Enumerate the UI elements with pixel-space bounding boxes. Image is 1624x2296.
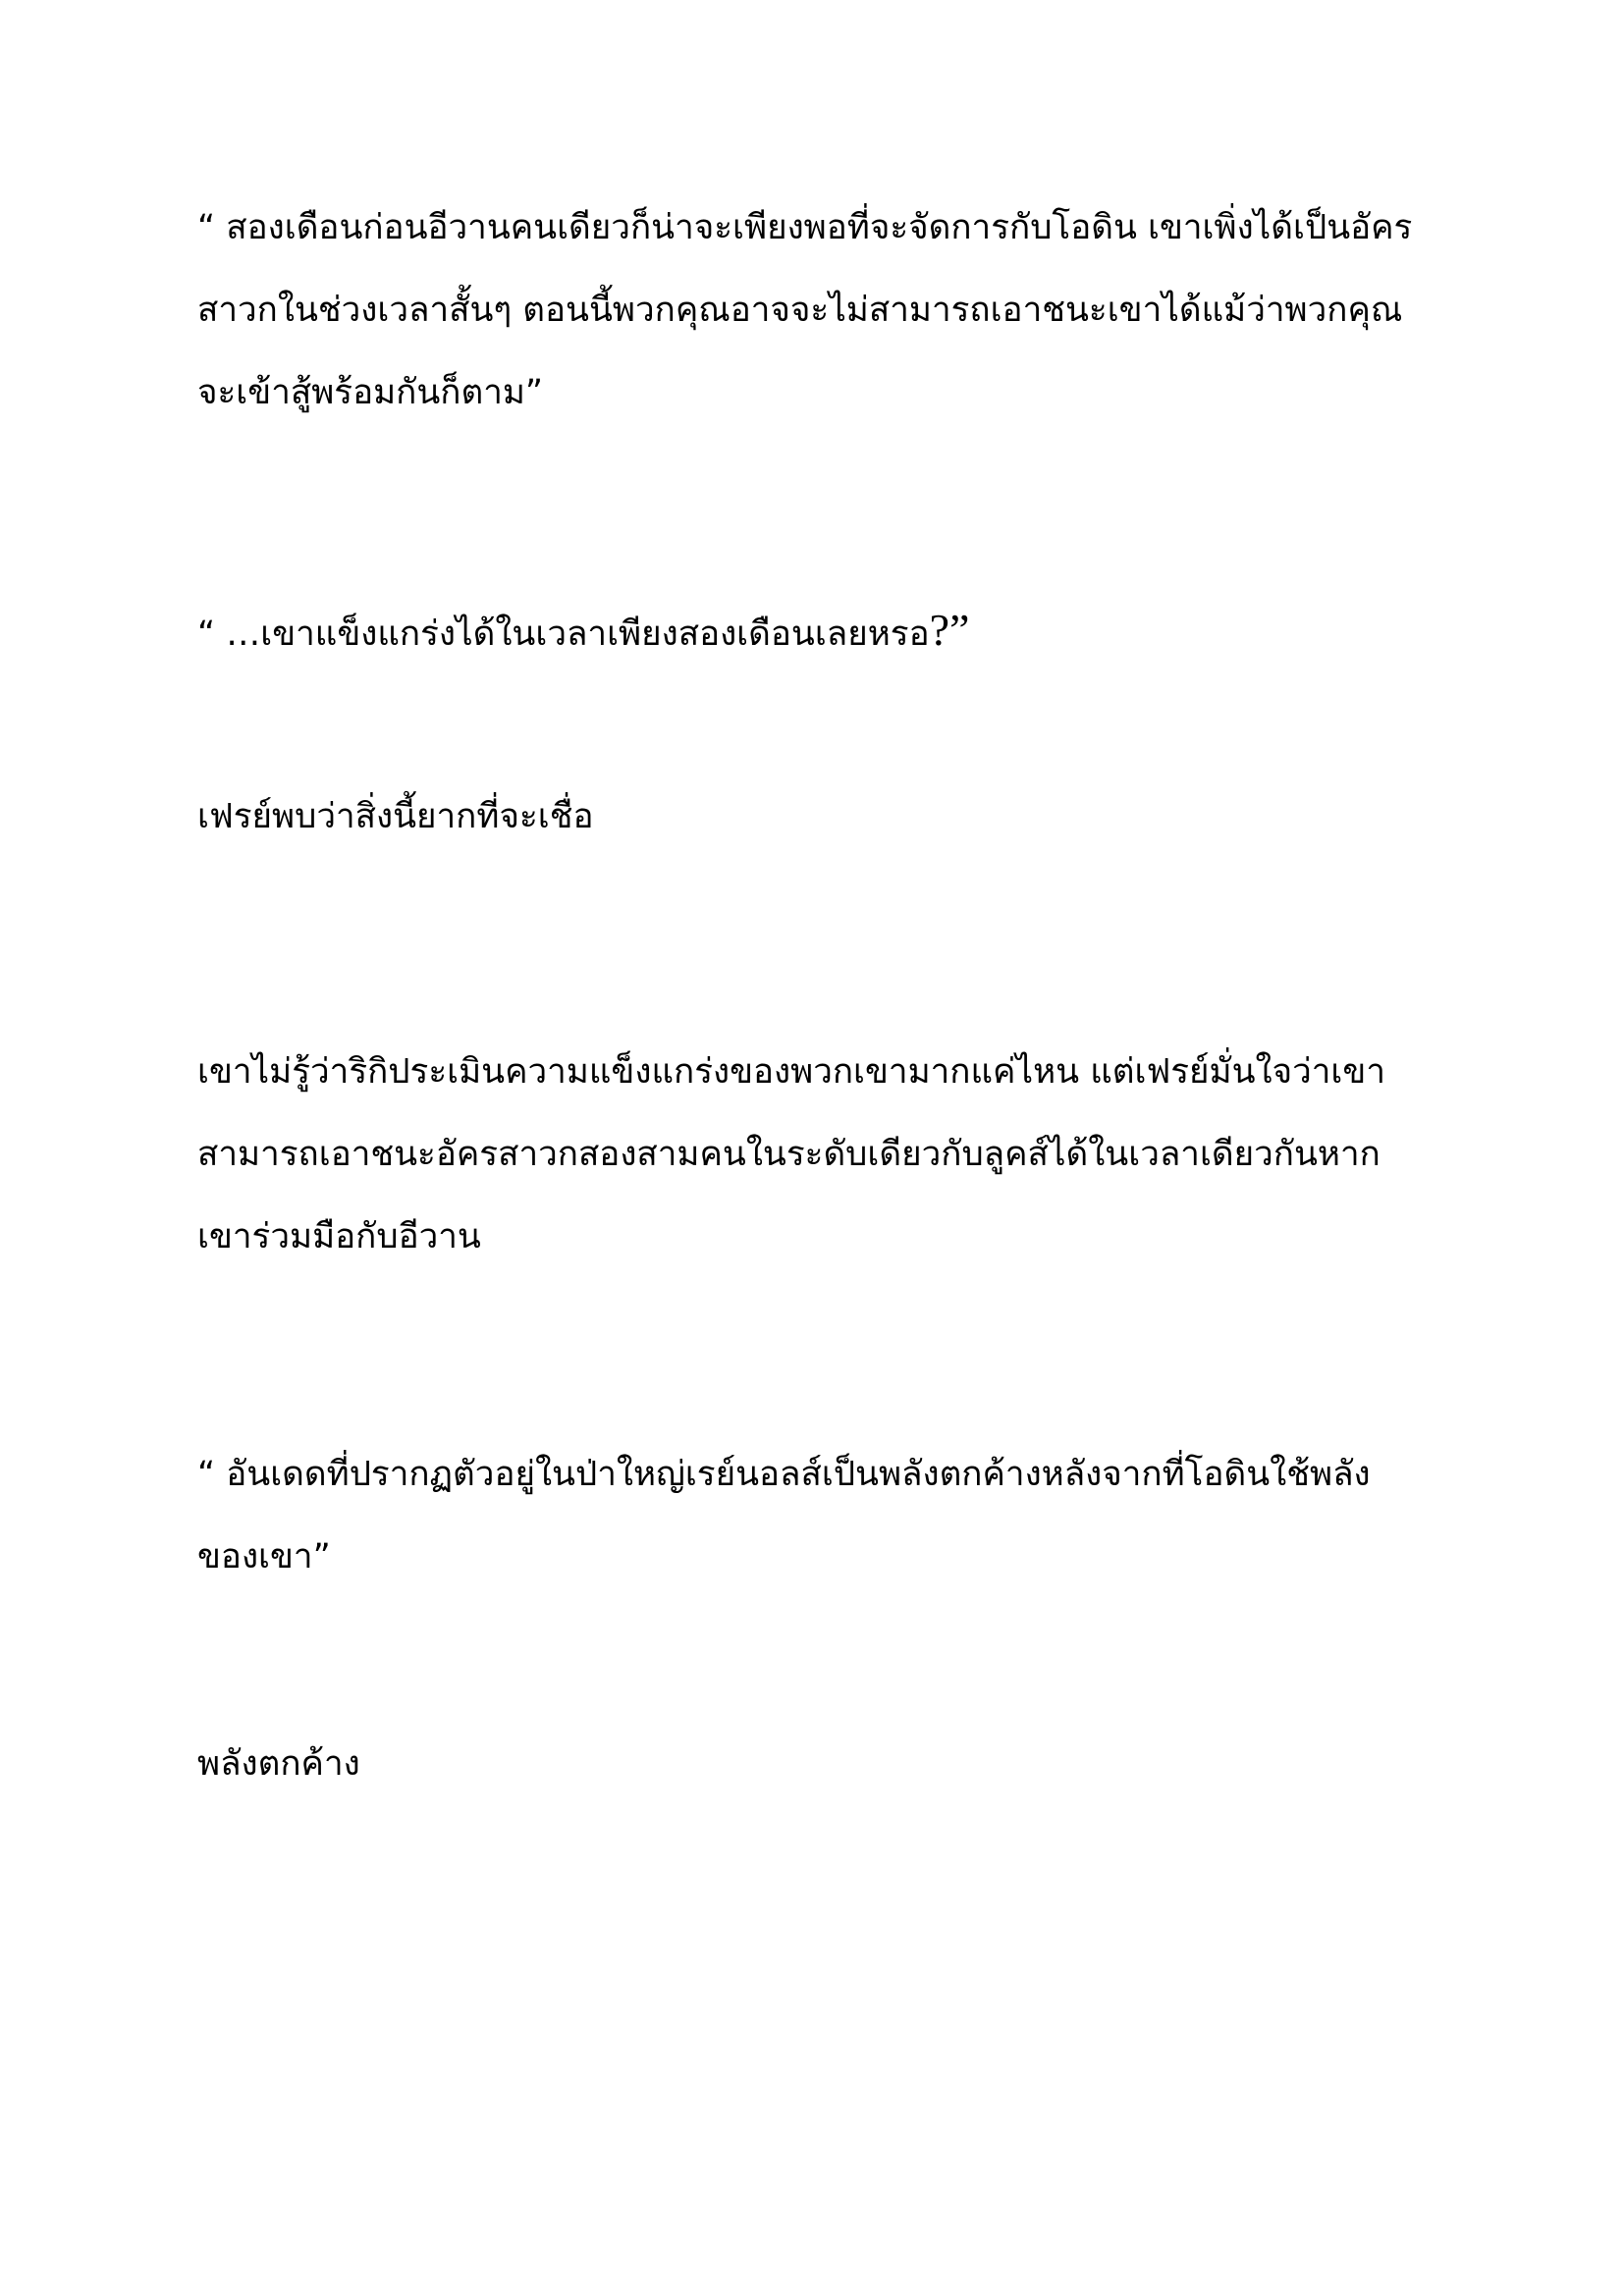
paragraph-line [197,589,1444,675]
paragraph-line: สามารถเอาชนะอัครสาวกสองสามคนในระดับเดียวกับลูคส์ได้ในเวลาเดียวกันหาก [197,1135,1380,1174]
dialogue-text: “ …เขาแข็งแกร่งได้ในเวลาเพียงสองเดือนเลยหรอ [197,614,930,654]
paragraph-3 [197,775,1444,858]
paragraph-line: ของเขา” [197,1537,331,1576]
paragraph-line: สาวกในช่วงเวลาสั้นๆ ตอนนี้พวกคุณอาจจะไม่สามารถเอาชนะเขาได้แม้ว่าพวกคุณ [197,291,1403,330]
paragraph-line: พลังตกค้าง [197,1744,360,1784]
paragraph-1 [197,187,1444,434]
paragraph-line: จะเข้าสู้พร้อมกันก็ตาม” [197,373,544,412]
question-mark: ?” [929,605,970,655]
paragraph-line: “ อันเดดที่ปรากฏตัวอยู่ในป่าใหญ่เรย์นอลส์เป็นพลังตกค้างหลังจากที่โอดินใช้พลัง [197,1455,1371,1494]
paragraph-6 [197,1723,1444,1805]
paragraph-line: เฟรย์พบว่าสิ่งนี้ยากที่จะเชื่อ [197,797,594,836]
paragraph-2 [197,589,1444,675]
paragraph-5 [197,1433,1444,1598]
paragraph-line: “ สองเดือนก่อนอีวานคนเดียวก็น่าจะเพียงพอที่จะจัดการกับโอดิน เขาเพิ่งได้เป็นอัคร [197,208,1413,247]
paragraph-line: เขาร่วมมือกับอีวาน [197,1217,481,1256]
paragraph-4 [197,1031,1444,1278]
paragraph-line: เขาไม่รู้ว่าริกิประเมินความแข็งแกร่งของพวกเขามากแค่ไหน แต่เฟรย์มั่นใจว่าเขา [197,1052,1385,1092]
